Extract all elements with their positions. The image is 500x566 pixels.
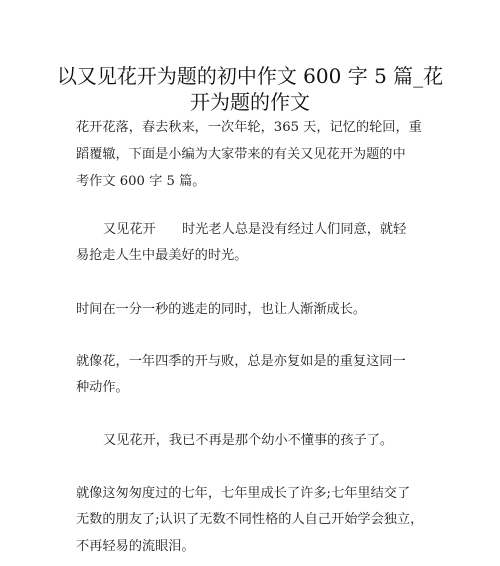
paragraph-1-line-2: 蹈覆辙，下面是小编为大家带来的有关又见花开为题的中 — [76, 147, 406, 162]
paragraph-6-line-1: 就像这匆匆度过的七年，七年里成长了许多;七年里结交了 — [76, 486, 411, 501]
paragraph-4-line-1: 就像花，一年四季的开与败，总是亦复如是的重复这同一 — [76, 354, 406, 369]
paragraph-3-line-1: 时间在一分一秒的逃走的同时，也让人渐渐成长。 — [76, 302, 367, 317]
paragraph-1-line-3: 考作文 600 字 5 篇。 — [76, 174, 206, 189]
paragraph-2-line-2: 易抢走人生中最美好的时光。 — [76, 248, 248, 263]
document-title-line-2: 开为题的作文 — [190, 90, 310, 114]
paragraph-2-line-1: 又见花开 时光老人总是没有经过人们同意，就轻 — [103, 222, 407, 237]
paragraph-6-line-3: 不再轻易的流眼泪。 — [76, 539, 195, 554]
document-title-line-1: 以又见花开为题的初中作文 600 字 5 篇_花 — [56, 64, 444, 88]
paragraph-5-line-1: 又见花开，我已不再是那个幼小不懂事的孩子了。 — [103, 433, 394, 448]
paragraph-6-line-2: 无数的朋友了;认识了无数不同性格的人自己开始学会独立， — [76, 512, 424, 527]
paragraph-4-line-2: 种动作。 — [76, 380, 129, 395]
paragraph-1-line-1: 花开花落，春去秋来，一次年轮，365 天，记忆的轮回，重 — [76, 120, 422, 135]
